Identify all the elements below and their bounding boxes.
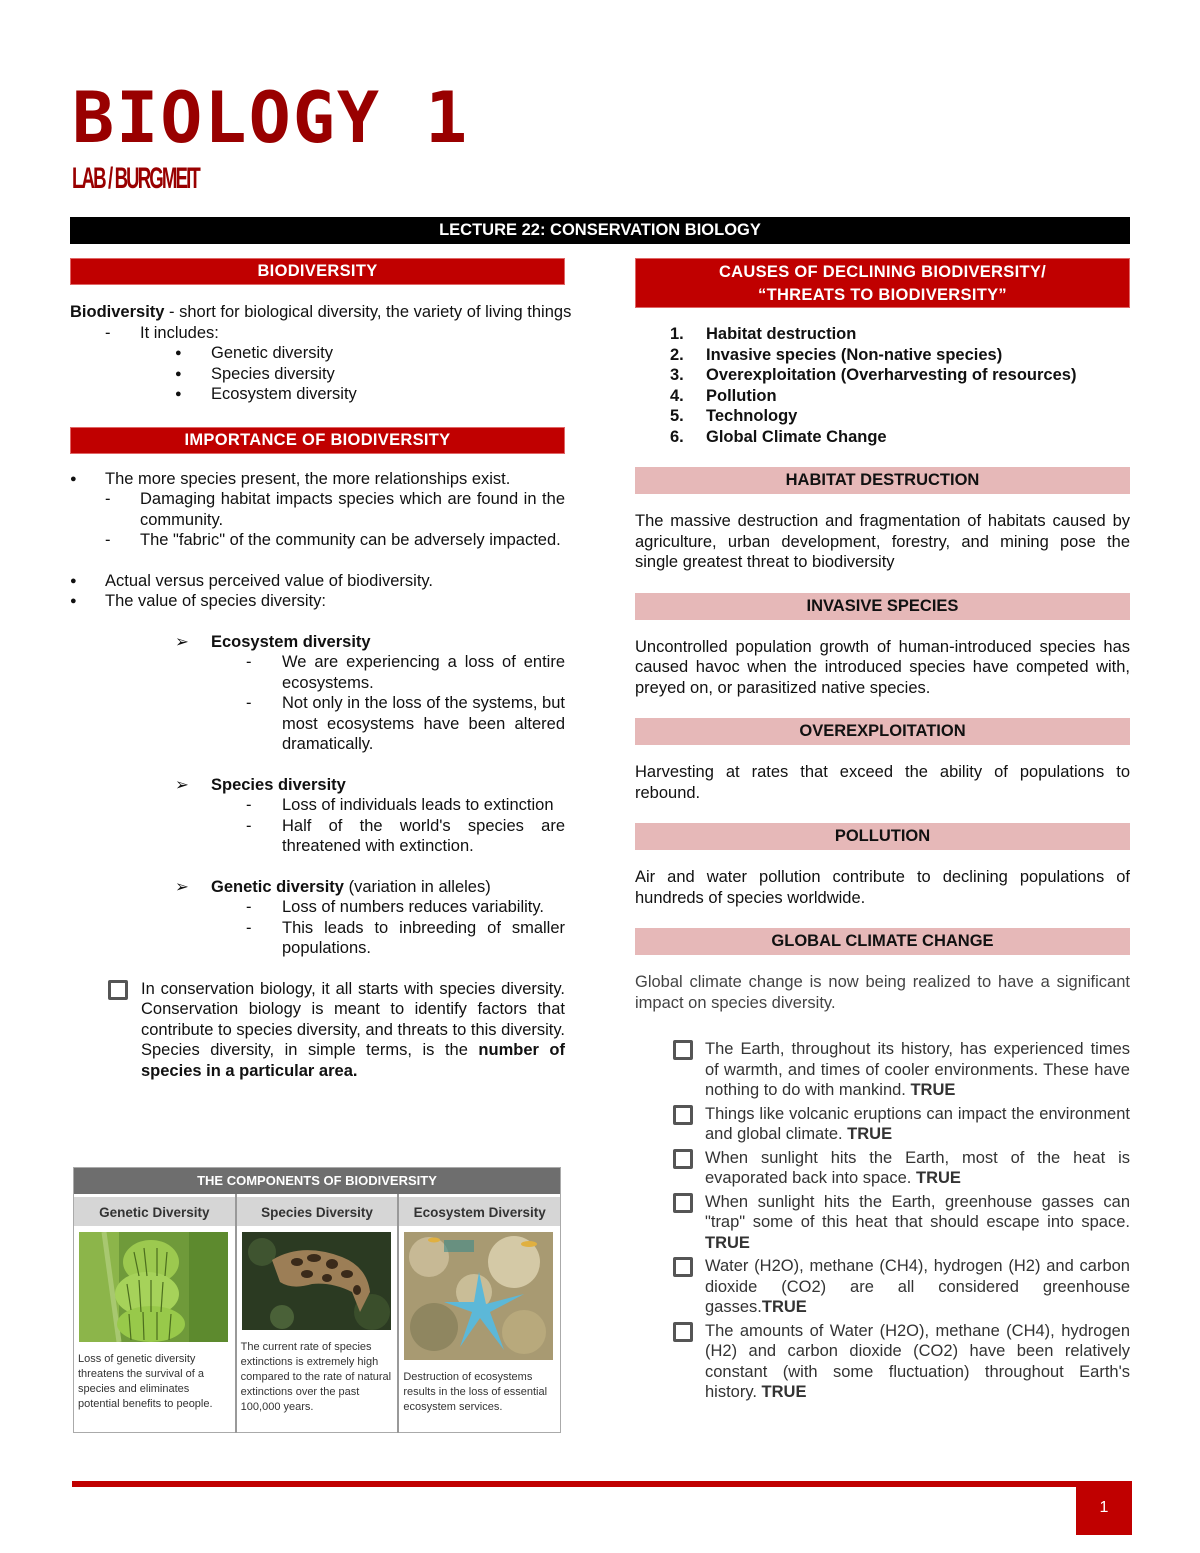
list-item: ● Genetic diversity <box>175 344 333 362</box>
document-title: BIOLOGY 1 <box>72 77 470 159</box>
checkbox[interactable] <box>673 1040 693 1060</box>
species-diversity-definition: Species diversity, in simple terms, is the number of species in a particular area. <box>141 1041 566 1080</box>
figure-column-species: Species Diversity The current rate of species extinctions is extremely high compared to the rate of natural extinctions over the past 100,000 years. <box>237 1194 400 1433</box>
checklist-item: The amounts of Water (H2O), methane (CH4), hydrogen (H2) and carbon dioxide (CO2) have been relatively constant (with some fluctuation) throughout Earth's history. TRUE <box>673 1321 1130 1403</box>
includes-label: It includes: <box>140 323 219 342</box>
dash-marker: - <box>105 323 111 342</box>
figure-column-ecosystem: Ecosystem Diversity Destruction of ecosystems results in the loss of essential ecosystem services. <box>399 1194 560 1433</box>
list-item: ● Species diversity <box>175 364 335 383</box>
section-heading-importance: IMPORTANCE OF BIODIVERSITY <box>70 427 565 454</box>
bullet-icon: ● <box>175 367 182 380</box>
answer-label: TRUE <box>705 1233 750 1252</box>
list-item: - Damaging habitat impacts species which are found in the community. <box>105 490 565 529</box>
value-group-genetic: ➢ Genetic diversity (variation in alleles) - Loss of numbers reduces variability. - This leads to inbreeding of smaller populations. <box>175 877 565 957</box>
list-item: 5. Technology <box>670 407 798 425</box>
right-column <box>635 258 1130 1403</box>
list-item: ● The value of species diversity: <box>70 592 327 610</box>
arrow-bullet-icon: ➢ <box>175 632 189 651</box>
threat-section-overexploitation: OVEREXPLOITATION Harvesting at rates that exceed the ability of populations to rebound. <box>635 718 1130 803</box>
checkbox[interactable] <box>673 1105 693 1125</box>
checklist-item: Things like volcanic eruptions can impact the environment and global climate. TRUE <box>673 1104 1130 1145</box>
bullet-icon: ● <box>175 347 182 359</box>
biodiversity-term: Biodiversity <box>70 303 165 321</box>
checkbox[interactable] <box>673 1257 693 1277</box>
components-of-biodiversity-figure <box>73 1167 561 1433</box>
biodiversity-definition <box>70 302 605 323</box>
left-column <box>70 258 572 1081</box>
list-item: ● Ecosystem diversity <box>175 385 357 403</box>
list-item: - The "fabric" of the community can be adversely impacted. <box>105 531 561 549</box>
coral-reef-starfish-photo <box>404 1232 555 1366</box>
value-groups <box>70 632 565 959</box>
includes-list <box>70 343 565 405</box>
answer-label: TRUE <box>847 1125 893 1143</box>
threat-section-climate: GLOBAL CLIMATE CHANGE Global climate change is now being realized to have a significant impact on species diversity. <box>635 928 1130 1013</box>
importance-list <box>70 469 565 612</box>
list-item: ● Actual versus perceived value of biodiversity. <box>70 571 434 590</box>
conservation-note <box>70 979 565 1082</box>
arrow-bullet-icon: ➢ <box>175 877 189 896</box>
bananas-photo <box>79 1232 230 1348</box>
causes-list <box>635 324 1130 447</box>
checkbox[interactable] <box>673 1149 693 1169</box>
includes-row <box>70 323 565 344</box>
arrow-bullet-icon: ➢ <box>175 775 189 794</box>
value-group-species: ➢ Species diversity - Loss of individuals leads to extinction - Half of the world's species are threatened with extinction. <box>175 775 565 855</box>
checkbox[interactable] <box>673 1322 693 1342</box>
bullet-icon: ● <box>175 388 182 400</box>
threat-section-pollution: POLLUTION Air and water pollution contribute to declining populations of hundreds of species worldwide. <box>635 823 1130 908</box>
bullet-icon: ● <box>70 574 77 587</box>
dash-marker: - <box>105 490 111 508</box>
lecture-title-bar: LECTURE 22: CONSERVATION BIOLOGY <box>70 217 1130 244</box>
document-subtitle: LAB / BURGMEIT <box>72 162 199 195</box>
threat-section-habitat: HABITAT DESTRUCTION The massive destruction and fragmentation of habitats caused by agriculture, urban development, forestry, and mining pose the single greatest threat to biodiversity <box>635 467 1130 573</box>
answer-label: TRUE <box>761 1298 807 1316</box>
climate-checklist <box>635 1039 1130 1403</box>
checklist-item: The Earth, throughout its history, has experienced times of warmth, and times of cooler environments. These have nothing to do with mankind. TRUE <box>673 1039 1130 1101</box>
answer-label: TRUE <box>910 1081 956 1099</box>
list-item: ● The more species present, the more relationships exist. <box>70 469 511 488</box>
list-item: 6. Global Climate Change <box>670 427 887 446</box>
checkbox[interactable] <box>108 980 128 1000</box>
figure-title: THE COMPONENTS OF BIODIVERSITY <box>74 1168 560 1194</box>
list-item: 4. Pollution <box>670 386 777 405</box>
checklist-item: When sunlight hits the Earth, most of the heat is evaporated back into space. TRUE <box>673 1148 1130 1189</box>
list-item: 3. Overexploitation (Overharvesting of resources) <box>670 366 1077 384</box>
section-heading-causes: CAUSES OF DECLINING BIODIVERSITY/ “THREATS TO BIODIVERSITY” <box>635 258 1130 308</box>
answer-label: TRUE <box>915 1169 961 1187</box>
checklist-item: When sunlight hits the Earth, greenhouse gasses can "trap" some of this heat that should escape into space. TRUE <box>673 1192 1130 1254</box>
list-item: 2. Invasive species (Non-native species) <box>670 345 1003 364</box>
figure-column-genetic: Genetic Diversity Loss of genetic diversity threatens the survival of a species and eliminates potential benefits to people. <box>74 1194 237 1433</box>
conservation-note-text: In conservation biology, it all starts with species diversity. Conservation biology is meant to identify factors that contribute to species diversity, and threats to this diversity. <box>141 979 565 1039</box>
footer-rule <box>72 1481 1132 1487</box>
checklist-item: Water (H2O), methane (CH4), hydrogen (H2) and carbon dioxide (CO2) are all considered greenhouse gasses.TRUE <box>673 1256 1130 1318</box>
list-item: 1. Habitat destruction <box>670 325 857 343</box>
checkbox[interactable] <box>673 1193 693 1213</box>
section-heading-biodiversity: BIODIVERSITY <box>70 258 565 285</box>
dash-marker: - <box>105 531 111 549</box>
bullet-icon: ● <box>70 472 77 485</box>
value-group-ecosystem: ➢ Ecosystem diversity - We are experiencing a loss of entire ecosystems. - Not only in the loss of the systems, but most ecosystems have been altered dramatically. <box>175 632 565 753</box>
biodiversity-definition-text: - short for biological diversity, the variety of living things <box>164 303 572 321</box>
page-number: 1 <box>1076 1481 1132 1535</box>
clouded-leopard-photo <box>242 1232 393 1336</box>
threat-section-invasive: INVASIVE SPECIES Uncontrolled population growth of human-introduced species has caused havoc when the introduced species have competed with, preyed on, or parasitized native species. <box>635 593 1130 699</box>
answer-label: TRUE <box>761 1383 807 1401</box>
bullet-icon: ● <box>70 595 77 607</box>
